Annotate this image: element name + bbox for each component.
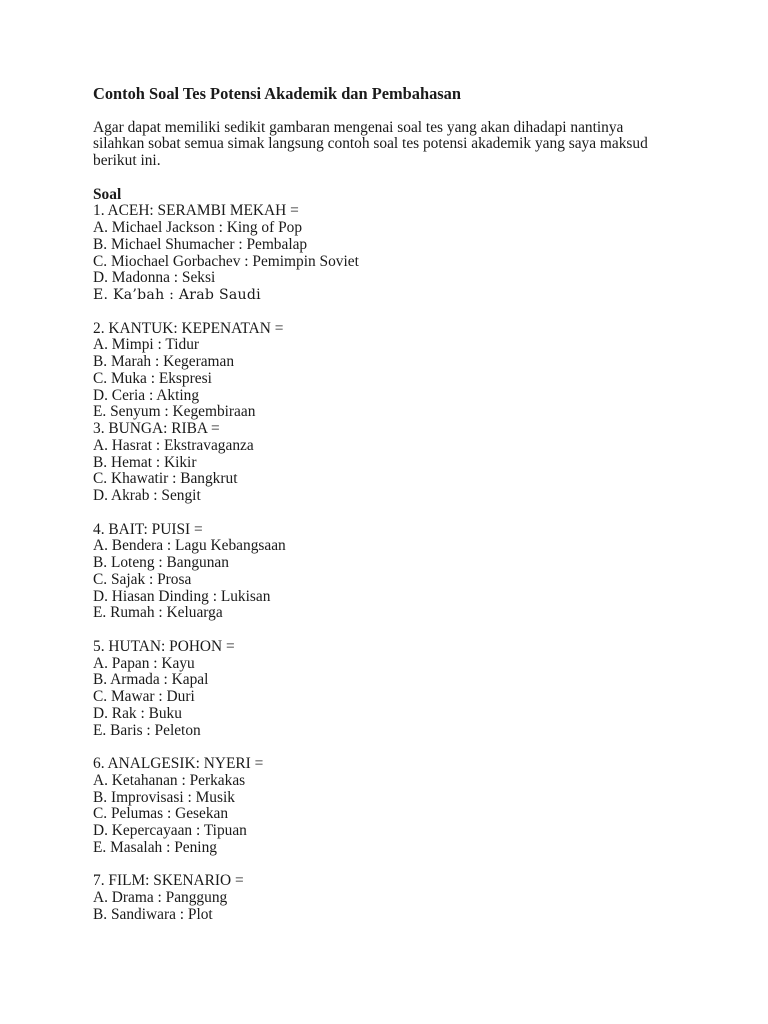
answer-option: C. Muka : Ekspresi [93,369,212,387]
blank-line [93,170,688,187]
document-title: Contoh Soal Tes Potensi Akademik dan Pembahasan [93,84,461,103]
answer-option: C. Pelumas : Gesekan [93,805,229,823]
question-block-7 [93,873,688,923]
intro-line-2: silahkan sobat semua simak langsung contoh soal tes potensi akademik yang saya maksud [93,135,648,153]
question-stem: 2. KANTUK: KEPENATAN = [93,319,284,337]
answer-option: E. Senyum : Kegembiraan [93,403,256,421]
blank-line [93,103,688,120]
question-stem: 7. FILM: SKENARIO = [93,872,244,890]
answer-option: A. Papan : Kayu [93,654,195,672]
question-stem: 1. ACEH: SERAMBI MEKAH = [93,202,299,220]
answer-option: C. Mawar : Duri [93,688,195,705]
answer-option: A. Ketahanan : Perkakas [93,771,246,789]
answer-option: D. Rak : Buku [93,704,182,722]
question-stem: 4. BAIT: PUISI = [93,520,203,538]
answer-option: B. Loteng : Bangunan [93,554,229,571]
answer-option: B. Hemat : Kikir [93,453,197,471]
intro-line-1: Agar dapat memiliki sedikit gambaran mengenai soal tes yang akan dihadapi nantinya [93,118,624,136]
answer-option: D. Madonna : Seksi [93,269,216,287]
question-block-6 [93,756,688,857]
answer-option: E. Masalah : Pening [93,838,217,856]
answer-option: C. Khawatir : Bangkrut [93,470,238,488]
section-heading: Soal [93,185,122,203]
answer-option: D. Ceria : Akting [93,386,200,404]
answer-option: D. Kepercayaan : Tipuan [93,822,247,839]
answer-option: B. Armada : Kapal [93,671,209,689]
answer-option: D. Hiasan Dinding : Lukisan [93,587,271,605]
answer-option: A. Bendera : Lagu Kebangsaan [93,537,286,555]
question-stem: 5. HUTAN: POHON = [93,637,235,655]
answer-option: C. Miochael Gorbachev : Pemimpin Soviet [93,252,359,270]
intro-line-3: berikut ini. [93,152,161,169]
question-block-1 [93,203,688,304]
answer-option: D. Akrab : Sengit [93,487,201,504]
answer-option: E. Rumah : Keluarga [93,604,223,622]
answer-option: C. Sajak : Prosa [93,570,192,588]
answer-option: B. Sandiwara : Plot [93,905,213,923]
question-block-4 [93,522,688,623]
answer-option: B. Marah : Kegeraman [93,353,235,370]
answer-option: E. Ka’bah : Arab Saudi [93,287,261,303]
question-block-3 [93,421,688,505]
answer-option: B. Michael Shumacher : Pembalap [93,235,308,253]
questions-list [93,203,688,923]
answer-option: A. Mimpi : Tidur [93,336,200,354]
question-block-2 [93,321,688,422]
question-stem: 3. BUNGA: RIBA = [93,420,220,437]
question-block-5 [93,639,688,740]
answer-option: A. Drama : Panggung [93,889,228,906]
answer-option: E. Baris : Peleton [93,721,201,739]
answer-option: B. Improvisasi : Musik [93,788,235,806]
answer-option: A. Michael Jackson : King of Pop [93,219,303,236]
answer-option: A. Hasrat : Ekstravaganza [93,436,254,454]
question-stem: 6. ANALGESIK: NYERI = [93,755,264,772]
